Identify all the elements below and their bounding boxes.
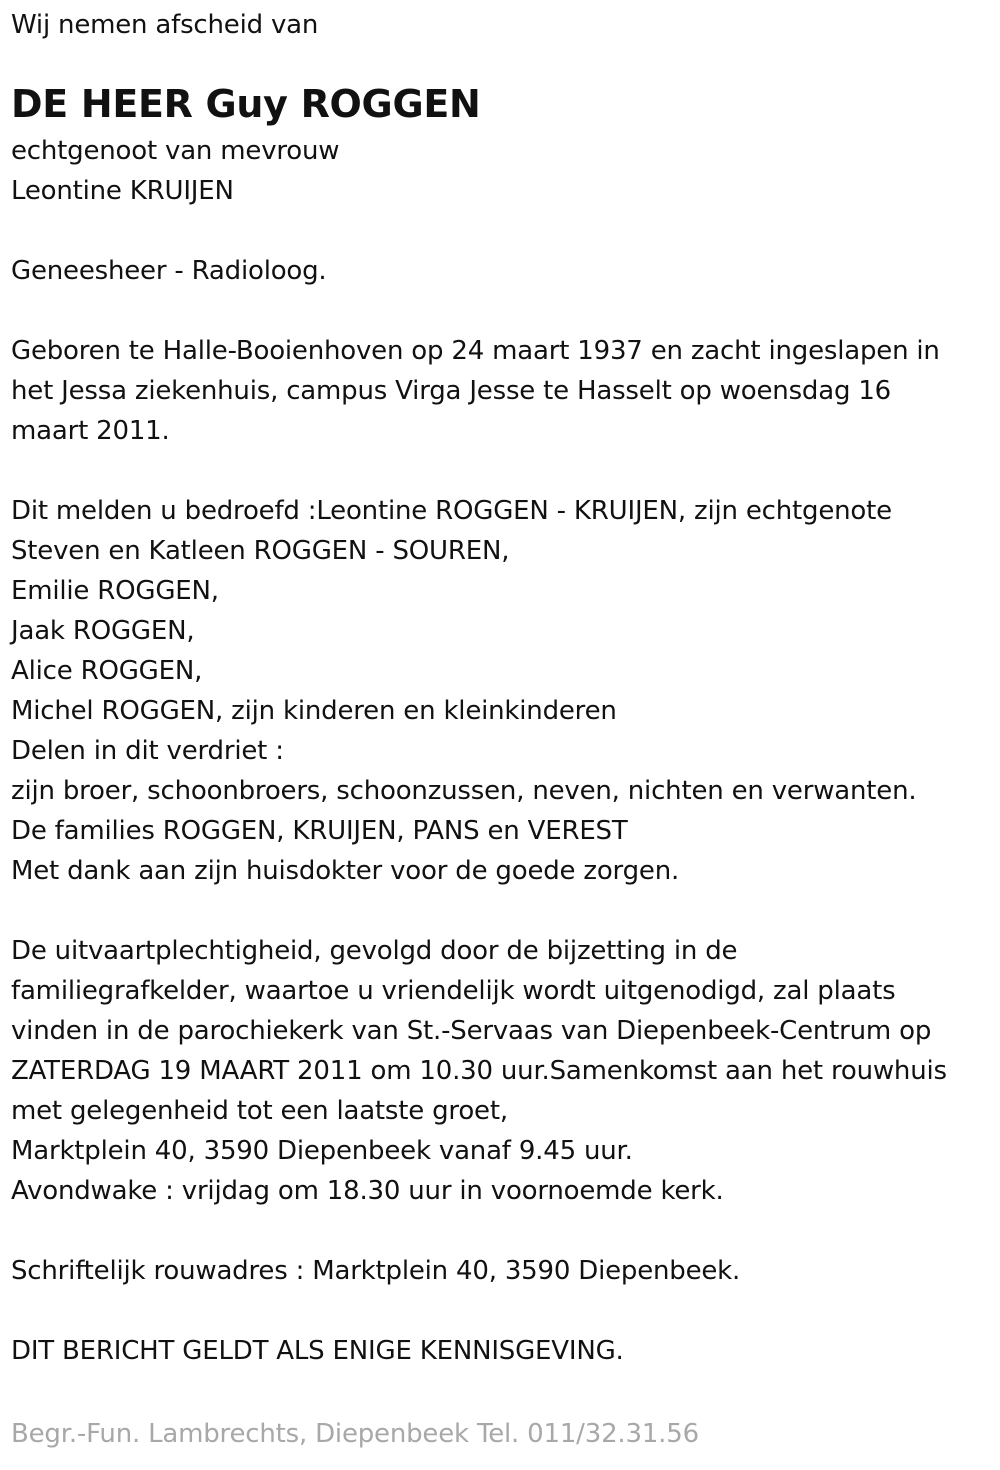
profession: Geneesheer - Radioloog.: [11, 256, 327, 286]
ceremony-line: De uitvaartplechtigheid, gevolgd door de bijzetting in de: [11, 936, 738, 966]
birth-death-paragraph: [11, 331, 991, 451]
mourner-line: zijn broer, schoonbroers, schoonzussen, neven, nichten en verwanten.: [11, 776, 917, 806]
spacer: [11, 1291, 991, 1331]
mourner-line: Alice ROGGEN,: [11, 656, 203, 686]
closing-statement: DIT BERICHT GELDT ALS ENIGE KENNISGEVING.: [11, 1336, 624, 1366]
mourner-line: Emilie ROGGEN,: [11, 576, 219, 606]
ceremony-line: met gelegenheid tot een laatste groet,: [11, 1096, 508, 1126]
mourner-line: Dit melden u bedroefd :Leontine ROGGEN - KRUIJEN, zijn echtgenote: [11, 496, 892, 526]
intro-text: Wij nemen afscheid van: [11, 10, 319, 40]
mourner-line: De families ROGGEN, KRUIJEN, PANS en VEREST: [11, 816, 628, 846]
ceremony-line: familiegrafkelder, waartoe u vriendelijk wordt uitgenodigd, zal plaats: [11, 976, 896, 1006]
mourning-address: Schriftelijk rouwadres : Marktplein 40, 3590 Diepenbeek.: [11, 1256, 741, 1286]
ceremony-paragraph: [11, 931, 991, 1211]
spacer: [11, 211, 991, 251]
mourner-line: Jaak ROGGEN,: [11, 616, 195, 646]
ceremony-line: ZATERDAG 19 MAART 2011 om 10.30 uur.Samenkomst aan het rouwhuis: [11, 1056, 947, 1086]
spacer: [11, 291, 991, 331]
mourner-line: Delen in dit verdriet :: [11, 736, 284, 766]
ceremony-line: Avondwake : vrijdag om 18.30 uur in voornoemde kerk.: [11, 1176, 724, 1206]
mourner-line: Michel ROGGEN, zijn kinderen en kleinkinderen: [11, 696, 617, 726]
paragraph-line: het Jessa ziekenhuis, campus Virga Jesse te Hasselt op woensdag 16: [11, 376, 892, 406]
spouse-line-2: Leontine KRUIJEN: [11, 176, 234, 206]
spouse-line-1: echtgenoot van mevrouw: [11, 136, 340, 166]
paragraph-line: maart 2011.: [11, 416, 170, 446]
spacer: [11, 451, 991, 491]
mourners-list: [11, 491, 991, 891]
spacer: [11, 1211, 991, 1251]
ceremony-line: Marktplein 40, 3590 Diepenbeek vanaf 9.45 uur.: [11, 1136, 633, 1166]
spacer: [11, 891, 991, 931]
funeral-home-footer: Begr.-Fun. Lambrechts, Diepenbeek Tel. 011/32.31.56: [11, 1419, 699, 1449]
mourner-line: Steven en Katleen ROGGEN - SOUREN,: [11, 536, 510, 566]
deceased-name: DE HEER Guy ROGGEN: [11, 82, 481, 126]
ceremony-line: vinden in de parochiekerk van St.-Servaas van Diepenbeek-Centrum op: [11, 1016, 932, 1046]
death-notice: [11, 0, 991, 1371]
paragraph-line: Geboren te Halle-Booienhoven op 24 maart 1937 en zacht ingeslapen in: [11, 336, 940, 366]
mourner-line: Met dank aan zijn huisdokter voor de goede zorgen.: [11, 856, 680, 886]
